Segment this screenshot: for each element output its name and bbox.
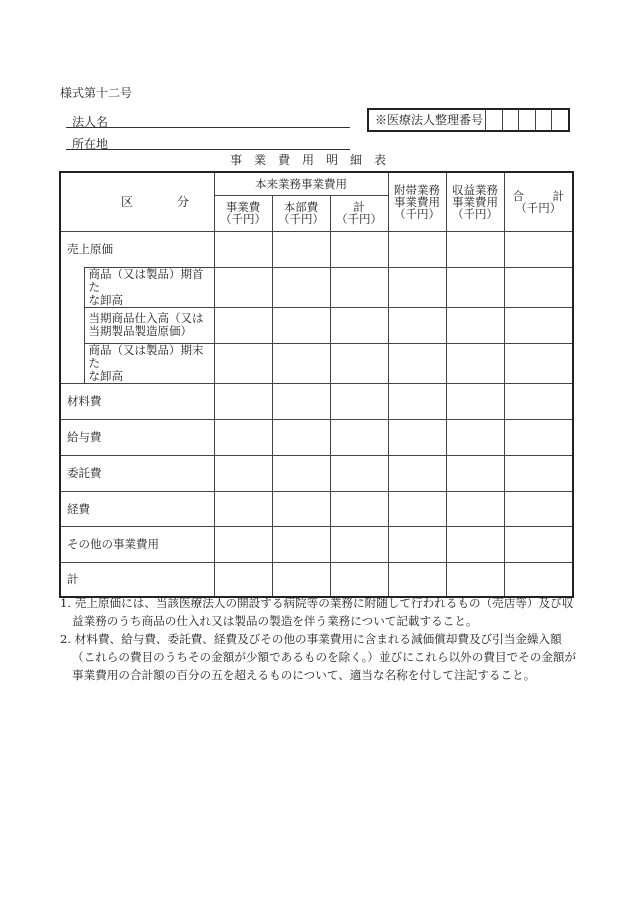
subtotal-header xyxy=(330,195,388,231)
profit-business-header xyxy=(446,172,504,231)
incidental-header xyxy=(388,172,446,231)
data-cell[interactable] xyxy=(272,267,330,307)
data-cell[interactable] xyxy=(504,419,573,455)
data-cell[interactable] xyxy=(272,455,330,491)
row-label xyxy=(84,307,214,343)
data-cell[interactable] xyxy=(446,343,504,383)
header-line: （千円） xyxy=(452,206,498,221)
note-1 xyxy=(60,594,580,630)
data-cell[interactable] xyxy=(388,562,446,597)
data-cell[interactable] xyxy=(504,343,573,383)
data-cell[interactable] xyxy=(446,526,504,562)
label-line: 当期商品仕入高（又は xyxy=(88,311,204,325)
note-line: 売上原価には、当該医療法人の開設する病院等の業務に附随して行われるもの（売店等）及び収 xyxy=(74,596,574,610)
data-cell[interactable] xyxy=(504,383,573,419)
note-number: 2. xyxy=(60,632,72,646)
data-cell[interactable] xyxy=(446,267,504,307)
data-cell[interactable] xyxy=(214,455,272,491)
data-cell[interactable] xyxy=(388,383,446,419)
table-row xyxy=(60,383,573,419)
data-cell[interactable] xyxy=(388,455,446,491)
data-cell[interactable] xyxy=(214,307,272,343)
data-cell[interactable] xyxy=(388,491,446,526)
data-cell[interactable] xyxy=(504,491,573,526)
address-field[interactable] xyxy=(66,149,350,150)
header-line: 事業費用 xyxy=(452,194,498,209)
data-cell[interactable] xyxy=(504,562,573,597)
table-row xyxy=(60,267,573,307)
label-line: な卸高 xyxy=(88,292,123,307)
table-row xyxy=(60,419,573,455)
data-cell[interactable] xyxy=(388,343,446,383)
data-cell[interactable] xyxy=(330,307,388,343)
header-line: （千円） xyxy=(515,200,562,215)
data-cell[interactable] xyxy=(214,491,272,526)
data-cell[interactable] xyxy=(214,231,272,267)
header-char: 合 xyxy=(512,188,524,203)
data-cell[interactable] xyxy=(330,343,388,383)
registration-number-cell[interactable] xyxy=(519,110,536,130)
registration-number-cell[interactable] xyxy=(536,110,553,130)
label-line: 商品（又は製品）期末た xyxy=(88,342,204,370)
indent-spacer xyxy=(60,267,84,383)
note-line: 事業費用の合計額の百分の五を超えるものについて、適当な名称を付して注記すること。 xyxy=(72,668,536,682)
row-label xyxy=(84,343,214,383)
registration-number-cell[interactable] xyxy=(552,110,568,130)
header-line: （千円） xyxy=(220,212,266,226)
data-cell[interactable] xyxy=(388,267,446,307)
data-cell[interactable] xyxy=(446,455,504,491)
row-label: 経費 xyxy=(60,491,214,526)
note-2 xyxy=(60,630,580,684)
table-row xyxy=(60,562,573,597)
data-cell[interactable] xyxy=(446,419,504,455)
label-line: な卸高 xyxy=(88,368,123,383)
header-line: 事業費 xyxy=(225,200,261,214)
table-row xyxy=(60,343,573,383)
corporation-name-label: 法人名 xyxy=(72,115,109,129)
header-line: 事業費用 xyxy=(394,194,440,209)
category-header-char: 分 xyxy=(177,195,190,210)
data-cell[interactable] xyxy=(272,231,330,267)
main-business-header: 本来業務事業費用 xyxy=(214,172,388,195)
data-cell[interactable] xyxy=(214,267,272,307)
header-line: （千円） xyxy=(278,212,324,226)
data-cell[interactable] xyxy=(504,267,573,307)
note-line: 益業務のうち商品の仕入れ又は製品の製造を伴う業務について記載すること。 xyxy=(72,614,478,628)
category-header xyxy=(60,172,214,231)
registration-number-cell[interactable] xyxy=(503,110,520,130)
expense-detail-table xyxy=(59,171,574,598)
note-number: 1. xyxy=(60,596,72,610)
note-line: （これらの費目のうちその金額が少額であるものを除く。）並びにこれら以外の費目でその金額が xyxy=(72,650,577,664)
row-label xyxy=(84,267,214,307)
header-line: （千円） xyxy=(336,212,382,226)
data-cell[interactable] xyxy=(272,491,330,526)
data-cell[interactable] xyxy=(272,307,330,343)
row-label: 計 xyxy=(60,562,214,597)
notes-section xyxy=(60,594,580,684)
table-row xyxy=(60,526,573,562)
data-cell[interactable] xyxy=(446,491,504,526)
data-cell[interactable] xyxy=(214,383,272,419)
data-cell[interactable] xyxy=(504,455,573,491)
row-label: 給与費 xyxy=(60,419,214,455)
note-line: 材料費、給与費、委託費、経費及びその他の事業費用に含まれる減価償却費及び引当金繰入額 xyxy=(74,632,562,646)
data-cell[interactable] xyxy=(272,526,330,562)
header-line: 附帯業務 xyxy=(394,182,440,197)
row-label: 売上原価 xyxy=(60,231,214,267)
header-char: 計 xyxy=(552,188,564,203)
data-cell[interactable] xyxy=(330,383,388,419)
data-cell[interactable] xyxy=(388,231,446,267)
corporation-name-field[interactable] xyxy=(66,127,350,128)
business-cost-header xyxy=(214,195,272,231)
category-header-char: 区 xyxy=(121,195,134,210)
registration-number-label: ※医療法人整理番号 xyxy=(369,110,486,130)
registration-number-cell[interactable] xyxy=(486,110,503,130)
header-line: 収益業務 xyxy=(452,182,498,197)
data-cell[interactable] xyxy=(330,419,388,455)
registration-number-box xyxy=(367,108,570,132)
data-cell[interactable] xyxy=(388,526,446,562)
form-number: 様式第十二号 xyxy=(60,86,133,100)
data-cell[interactable] xyxy=(504,526,573,562)
table-row xyxy=(60,231,573,267)
data-cell[interactable] xyxy=(272,419,330,455)
data-cell[interactable] xyxy=(330,491,388,526)
row-label: 材料費 xyxy=(60,383,214,419)
data-cell[interactable] xyxy=(272,562,330,597)
row-label: 委託費 xyxy=(60,455,214,491)
data-cell[interactable] xyxy=(504,307,573,343)
label-line: 当期製品製造原価） xyxy=(88,324,192,338)
data-cell[interactable] xyxy=(272,383,330,419)
data-cell[interactable] xyxy=(214,419,272,455)
data-cell[interactable] xyxy=(446,231,504,267)
document-title: 事業費用明細表 xyxy=(230,153,399,167)
header-line: （千円） xyxy=(394,206,440,221)
data-cell[interactable] xyxy=(330,562,388,597)
data-cell[interactable] xyxy=(330,455,388,491)
hq-cost-header xyxy=(272,195,330,231)
header-line: 本部費 xyxy=(283,200,319,214)
data-cell[interactable] xyxy=(504,231,573,267)
data-cell[interactable] xyxy=(214,343,272,383)
data-cell[interactable] xyxy=(214,562,272,597)
data-cell[interactable] xyxy=(214,526,272,562)
address-label: 所在地 xyxy=(72,137,109,151)
data-cell[interactable] xyxy=(330,267,388,307)
data-cell[interactable] xyxy=(330,231,388,267)
row-label: その他の事業費用 xyxy=(60,526,214,562)
table-row xyxy=(60,455,573,491)
data-cell[interactable] xyxy=(272,343,330,383)
header-line: 計 xyxy=(353,200,365,214)
table-row xyxy=(60,491,573,526)
table-row xyxy=(60,307,573,343)
data-cell[interactable] xyxy=(446,562,504,597)
data-cell[interactable] xyxy=(446,383,504,419)
data-cell[interactable] xyxy=(388,307,446,343)
total-header xyxy=(504,172,573,231)
data-cell[interactable] xyxy=(330,526,388,562)
data-cell[interactable] xyxy=(446,307,504,343)
label-line: 商品（又は製品）期首た xyxy=(88,266,204,294)
data-cell[interactable] xyxy=(388,419,446,455)
